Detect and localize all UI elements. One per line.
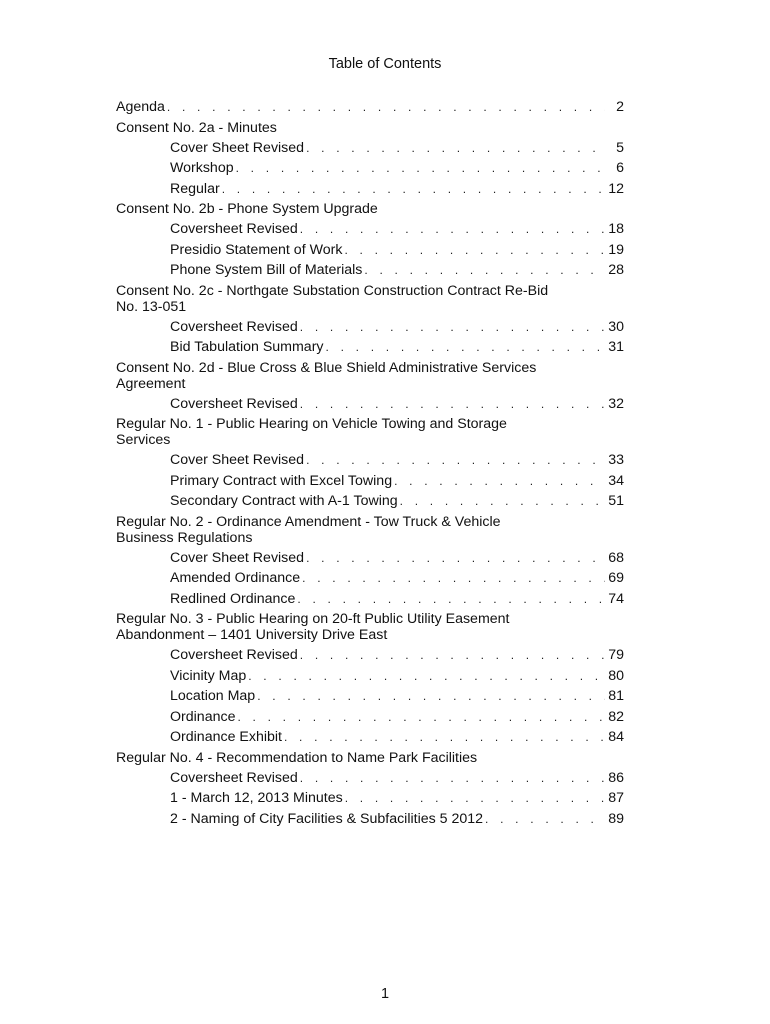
- toc-entry[interactable]: [116, 645, 624, 666]
- toc-dot-leader: [300, 768, 605, 789]
- toc-dot-leader: [300, 645, 605, 666]
- toc-section-heading: Regular No. 3 - Public Hearing on 20-ft Public Utility Easement Abandonment – 1401 University Drive East: [116, 611, 510, 643]
- toc-dot-leader: [345, 788, 605, 809]
- toc-dot-leader: [306, 138, 605, 159]
- toc-entry-label: Location Map: [170, 688, 256, 704]
- toc-entry[interactable]: [116, 471, 624, 492]
- toc-entry-label: Coversheet Revised: [170, 647, 298, 663]
- toc-entry-label: Amended Ordinance: [170, 570, 301, 586]
- toc-entry[interactable]: [116, 666, 624, 687]
- page-title: Table of Contents: [328, 56, 442, 72]
- toc-entry-label: Coversheet Revised: [170, 318, 298, 335]
- toc-dot-leader: [297, 589, 605, 610]
- toc-dot-leader: [284, 727, 605, 748]
- toc-section-heading: Regular No. 2 - Ordinance Amendment - Tow Truck & Vehicle Business Regulations: [116, 513, 501, 546]
- toc-entry-label: Vicinity Map: [170, 667, 247, 684]
- toc-entry-label: Ordinance Exhibit: [170, 729, 282, 745]
- toc-entry-label: Coversheet Revised: [170, 395, 298, 412]
- toc-entry-page: 68: [608, 549, 624, 566]
- toc-entry[interactable]: [116, 788, 624, 809]
- toc-entry-page: 74: [608, 590, 624, 607]
- toc-entry-label: Ordinance: [170, 708, 236, 725]
- toc-entry-label: Bid Tabulation Summary: [170, 339, 324, 355]
- toc-entry-page: 5: [616, 139, 624, 156]
- toc-dot-leader: [485, 809, 605, 830]
- toc-section-heading: Consent No. 2b - Phone System Upgrade: [116, 201, 378, 217]
- toc-entry-label: Cover Sheet Revised: [170, 452, 305, 468]
- toc-dot-leader: [300, 219, 605, 240]
- toc-section-heading: Consent No. 2c - Northgate Substation Construction Contract Re-Bid No. 13-051: [116, 282, 549, 315]
- toc-dot-leader: [394, 471, 605, 492]
- toc-entry-label: Agenda: [116, 99, 165, 115]
- toc-entry-label: 2 - Naming of City Facilities & Subfacilities 5 2012: [170, 810, 484, 827]
- toc-entry[interactable]: [116, 548, 624, 569]
- toc-entry-page: 19: [608, 241, 624, 258]
- toc-dot-leader: [222, 179, 605, 200]
- toc-entry-label: Cover Sheet Revised: [170, 139, 305, 156]
- toc-entry[interactable]: [116, 450, 624, 471]
- toc-entry[interactable]: [116, 491, 624, 512]
- toc-entry-page: 84: [608, 729, 624, 745]
- toc-entry-page: 34: [608, 472, 624, 489]
- toc-entry-page: 31: [608, 339, 624, 355]
- toc-entry-page: 2: [616, 99, 624, 115]
- toc-dot-leader: [237, 707, 605, 728]
- toc-dot-leader: [306, 450, 605, 471]
- toc-entry[interactable]: [116, 727, 624, 748]
- toc-dot-leader: [306, 548, 605, 569]
- toc-entry-page: 6: [616, 160, 624, 176]
- toc-entry[interactable]: [116, 219, 624, 240]
- toc-entry[interactable]: [116, 768, 624, 789]
- toc-entry-page: 18: [608, 221, 624, 237]
- toc-dot-leader: [400, 491, 605, 512]
- toc-section-heading: Consent No. 2d - Blue Cross & Blue Shield Administrative Services Agreement: [116, 359, 537, 392]
- toc-section-heading: Regular No. 4 - Recommendation to Name Park Facilities: [116, 749, 478, 766]
- toc-entry-label: Coversheet Revised: [170, 769, 298, 786]
- toc-entry-label: Coversheet Revised: [170, 221, 298, 237]
- toc-entry-label: Phone System Bill of Materials: [170, 262, 363, 278]
- toc-entry[interactable]: [116, 260, 624, 281]
- toc-entry[interactable]: [116, 240, 624, 261]
- toc-entry[interactable]: [116, 686, 624, 707]
- toc-entry-page: 86: [608, 769, 624, 786]
- toc-entry-page: 79: [608, 647, 624, 663]
- toc-entry[interactable]: [116, 568, 624, 589]
- toc-entry-label: Primary Contract with Excel Towing: [170, 472, 393, 489]
- toc-entry[interactable]: [116, 707, 624, 728]
- toc-entry-page: 82: [608, 708, 624, 725]
- toc-entry-page: 80: [608, 667, 624, 684]
- toc-entry-label: Presidio Statement of Work: [170, 241, 343, 258]
- toc-dot-leader: [326, 337, 605, 358]
- toc-dot-leader: [248, 666, 605, 687]
- toc-entry-page: 28: [608, 262, 624, 278]
- toc-entry[interactable]: [116, 97, 624, 118]
- toc-dot-leader: [236, 158, 605, 179]
- toc-entry-page: 51: [608, 493, 624, 509]
- toc-entry-page: 89: [608, 810, 624, 827]
- toc-dot-leader: [364, 260, 605, 281]
- toc-entry-page: 12: [608, 180, 624, 197]
- toc-entry-label: Secondary Contract with A-1 Towing: [170, 493, 398, 509]
- toc-entry-page: 33: [608, 452, 624, 468]
- toc-entry-page: 87: [608, 790, 624, 806]
- toc-entry-page: 30: [608, 318, 624, 335]
- toc-section-heading: Consent No. 2a - Minutes: [116, 119, 277, 136]
- toc-entry-page: 81: [608, 688, 624, 704]
- toc-dot-leader: [344, 240, 605, 261]
- toc-entry[interactable]: [116, 158, 624, 179]
- toc-entry[interactable]: [116, 317, 624, 338]
- toc-dot-leader: [257, 686, 605, 707]
- toc-entry[interactable]: [116, 809, 624, 830]
- toc-entry-label: Workshop: [170, 160, 234, 176]
- toc-entry-label: Redlined Ordinance: [170, 590, 296, 607]
- toc-dot-leader: [302, 568, 605, 589]
- toc-entry-label: Regular: [170, 180, 220, 197]
- toc-entry[interactable]: [116, 179, 624, 200]
- toc-entry-label: Cover Sheet Revised: [170, 549, 305, 566]
- toc-dot-leader: [300, 317, 605, 338]
- toc-entry[interactable]: [116, 589, 624, 610]
- page-number: 1: [380, 986, 390, 1002]
- toc-section-heading: Regular No. 1 - Public Hearing on Vehicle Towing and Storage Services: [116, 416, 507, 448]
- toc-dot-leader: [300, 394, 605, 415]
- table-of-contents: [116, 97, 624, 829]
- toc-entry-page: 69: [608, 570, 624, 586]
- toc-entry-label: 1 - March 12, 2013 Minutes: [170, 790, 343, 806]
- toc-entry[interactable]: [116, 394, 624, 415]
- toc-entry[interactable]: [116, 138, 624, 159]
- toc-dot-leader: [167, 97, 605, 118]
- toc-entry[interactable]: [116, 337, 624, 358]
- toc-entry-page: 32: [608, 395, 624, 412]
